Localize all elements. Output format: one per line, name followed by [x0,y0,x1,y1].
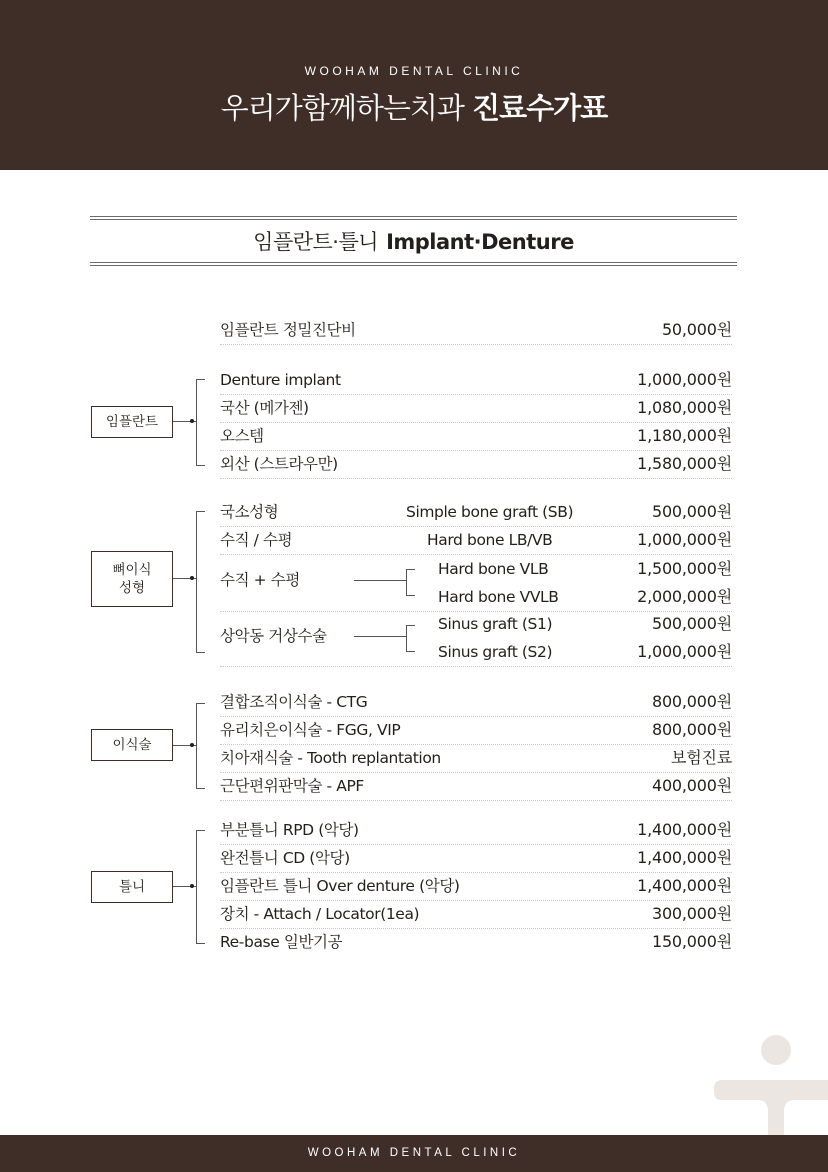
price-row [220,872,732,901]
section-rule-top-2 [90,219,737,220]
item-price: 500,000원 [651,502,732,521]
price-row [220,526,732,555]
category-bonegraft [91,551,173,607]
category-denture: 틀니 [91,871,173,903]
section-rule-top [90,216,737,217]
sub-price-row [220,583,732,612]
item-detail: Simple bone graft (SB) [406,503,574,521]
item-price: 1,000,000원 [637,530,732,549]
bullet-dot [190,419,194,423]
item-price: 1,000,000원 [637,642,732,661]
price-row [220,928,732,956]
section-rule-bottom [90,262,737,263]
price-row [220,744,732,773]
item-name: 수직 + 수평 [220,571,300,589]
item-price: 보험진료 [670,748,732,767]
item-name: 외산 (스트라우만) [220,455,338,473]
item-price: 300,000원 [651,904,732,923]
item-price: 150,000원 [651,932,732,951]
item-price: 1,400,000원 [637,848,732,867]
price-row [220,316,732,345]
category-transplant: 이식술 [91,729,173,761]
item-detail: Sinus graft (S2) [438,643,553,661]
item-detail: Sinus graft (S1) [438,615,553,633]
item-name: 상악동 거상수술 [220,627,327,645]
price-row [220,394,732,423]
bullet-dot [190,884,194,888]
item-detail: Hard bone LB/VB [427,531,553,549]
category-implant: 임플란트 [91,406,173,438]
section-title-ko: 임플란트·틀니 [253,230,379,254]
item-name: 완전틀니 CD (악당) [220,849,350,867]
item-detail: Hard bone VLB [438,560,549,578]
item-price: 1,400,000원 [637,820,732,839]
item-name: 임플란트 정밀진단비 [220,321,356,339]
item-name: 오스템 [220,427,264,445]
group-bracket [196,703,205,789]
page-title-normal: 우리가함께하는치과 [220,91,464,125]
clinic-logo-mark [712,1034,828,1135]
item-price: 50,000원 [661,320,732,339]
item-price: 1,400,000원 [637,876,732,895]
group-bracket [196,511,205,653]
item-price: 1,180,000원 [637,426,732,445]
footer-bar [0,1135,828,1172]
item-price: 1,080,000원 [637,398,732,417]
price-row [220,772,732,801]
price-row [220,450,732,479]
sub-price-row [220,638,732,667]
group-bracket [196,379,205,466]
item-name: 유리치은이식술 - FGG, VIP [220,721,401,739]
item-name: 결합조직이식술 - CTG [220,693,368,711]
price-row [220,498,732,527]
bullet-dot [190,743,194,747]
category-line: 뼈이식 [112,562,152,578]
logo-dot [761,1035,791,1065]
category-line: 성형 [118,580,146,596]
price-row [220,688,732,717]
item-price: 1,000,000원 [637,370,732,389]
section-rule-bottom-2 [90,265,737,266]
price-row [220,844,732,873]
clinic-name-en: WOOHAM DENTAL CLINIC [304,64,524,78]
item-name: 수직 / 수평 [220,531,293,549]
group-bracket [196,830,205,944]
item-name: 부분틀니 RPD (악당) [220,821,359,839]
item-name: 근단편위판막술 - APF [220,777,364,795]
item-price: 800,000원 [651,720,732,739]
bullet-dot [190,576,194,580]
item-name: 국소성형 [220,503,279,521]
price-row [220,716,732,745]
item-price: 2,000,000원 [637,587,732,606]
item-price: 1,580,000원 [637,454,732,473]
header-banner [0,0,828,170]
item-price: 1,500,000원 [637,559,732,578]
page-title-bold: 진료수가표 [472,91,608,125]
price-row [220,900,732,929]
item-name: 국산 (메가젠) [220,399,309,417]
item-name: 장치 - Attach / Locator(1ea) [220,905,420,923]
sub-price-row [220,610,732,638]
page-title [0,86,828,127]
section-title-en: Implant·Denture [386,230,574,254]
sub-price-row [220,555,732,583]
item-name: 임플란트 틀니 Over denture (악당) [220,877,460,895]
item-price: 400,000원 [651,776,732,795]
footer-text: WOOHAM DENTAL CLINIC [307,1147,521,1159]
item-name: 치아재식술 - Tooth replantation [220,749,441,767]
item-name: Denture implant [220,371,341,389]
item-name: Re-base 일반기공 [220,933,343,951]
item-detail: Hard bone VVLB [438,588,559,606]
item-price: 800,000원 [651,692,732,711]
item-price: 500,000원 [651,614,732,633]
logo-body [714,1080,828,1135]
price-row [220,422,732,451]
section-title [90,226,737,256]
price-row [220,816,732,845]
price-row [220,366,732,395]
